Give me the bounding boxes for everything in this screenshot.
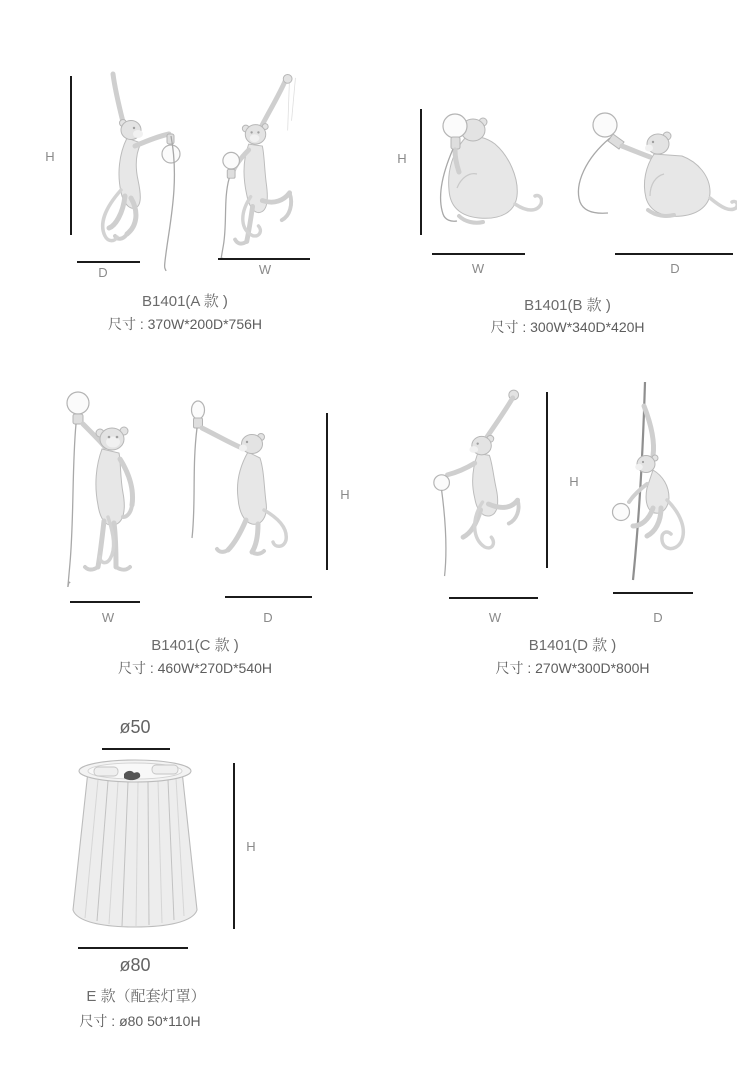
depth-label: D [98, 265, 108, 280]
depth-label: D [670, 261, 680, 276]
height-dimension-line [233, 763, 235, 929]
monkey-b-front-view-sketch [427, 108, 543, 228]
depth-dimension-line [615, 253, 733, 255]
product-size: 尺寸 : 300W*340D*420H [490, 319, 645, 335]
height-label: H [569, 474, 579, 489]
bottom-diameter-line [78, 947, 188, 949]
monkey-a-front-view-sketch [200, 72, 312, 262]
lampshade-e-section [50, 700, 310, 1045]
product-title: B1401(B 款 ) [524, 297, 611, 314]
depth-dimension-line [225, 596, 312, 598]
product-title: E 款（配套灯罩） [86, 988, 206, 1005]
monkey-c-side-view-sketch [180, 398, 310, 573]
monkey-c-front-view-sketch [50, 387, 170, 587]
depth-label: D [263, 610, 273, 625]
depth-dimension-line [77, 261, 140, 263]
height-label: H [340, 487, 350, 502]
height-dimension-line [326, 413, 328, 570]
product-size: 尺寸 : ø80 50*110H [79, 1013, 201, 1029]
height-dimension-line [420, 109, 422, 235]
width-dimension-line [449, 597, 538, 599]
product-title: B1401(A 款 ) [142, 293, 228, 310]
monkey-d-front-view-sketch [428, 388, 540, 585]
width-dimension-line [432, 253, 525, 255]
monkey-a-side-view-sketch [75, 68, 205, 273]
width-dimension-line [218, 258, 310, 260]
depth-dimension-line [613, 592, 693, 594]
width-label: W [101, 610, 115, 625]
height-label: H [45, 149, 55, 164]
product-title: B1401(C 款 ) [151, 637, 239, 654]
top-diameter-line [102, 748, 170, 750]
product-size: 尺寸 : 270W*300D*800H [495, 660, 650, 676]
product-d-section [400, 380, 745, 685]
depth-label: D [653, 610, 663, 625]
monkey-d-rope-view-sketch [605, 380, 695, 585]
product-a-section [30, 60, 340, 338]
product-size: 尺寸 : 370W*200D*756H [107, 316, 263, 332]
product-title: B1401(D 款 ) [528, 637, 617, 654]
product-b-section [390, 80, 745, 340]
height-label: H [397, 151, 407, 166]
lampshade-sketch [72, 758, 202, 928]
width-label: W [258, 262, 272, 277]
bottom-diameter-label: ø80 [119, 955, 151, 975]
height-dimension-line [70, 76, 72, 235]
monkey-b-side-view-sketch [550, 110, 737, 228]
product-c-section [30, 385, 360, 685]
height-label: H [246, 839, 256, 854]
height-dimension-line [546, 392, 548, 568]
top-diameter-label: ø50 [119, 717, 151, 737]
width-label: W [488, 610, 502, 625]
width-dimension-line [70, 601, 140, 603]
product-size: 尺寸 : 460W*270D*540H [117, 660, 273, 676]
width-label: W [471, 261, 485, 276]
